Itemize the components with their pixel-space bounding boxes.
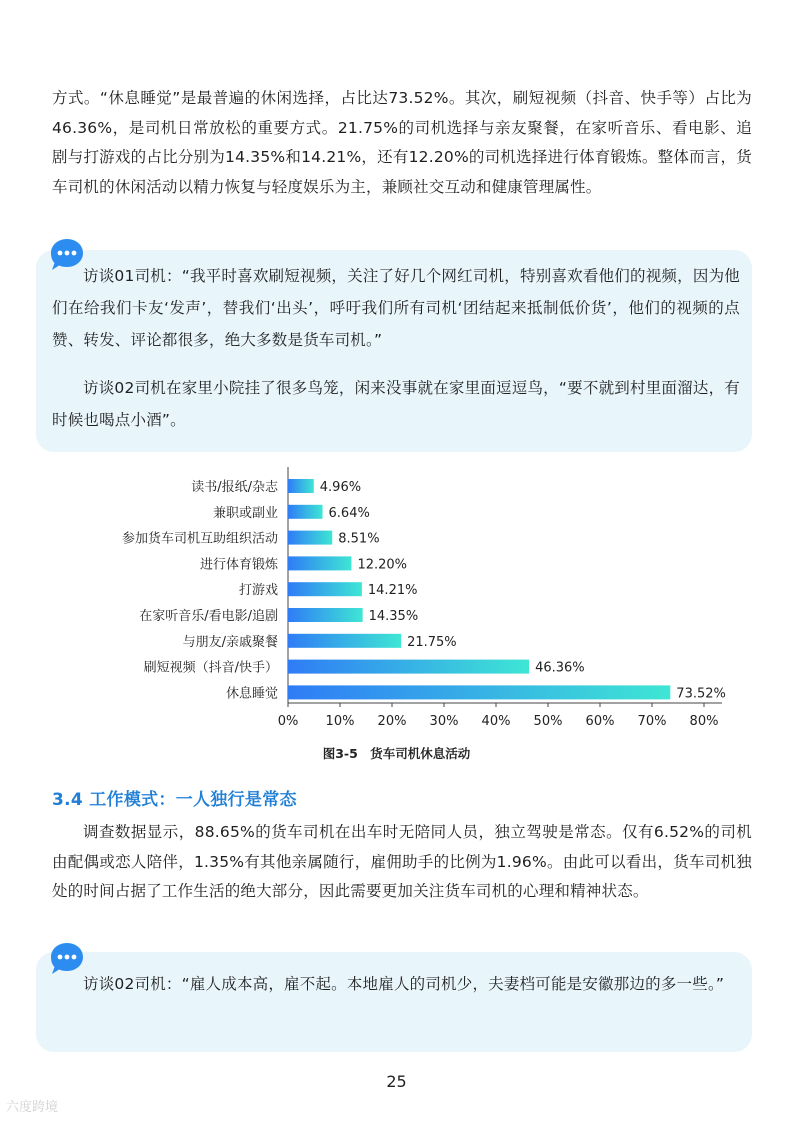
interview-quote-03: 访谈02司机：“雇人成本高，雇不起。本地雇人的司机少，夫妻档可能是安徽那边的多一些。” bbox=[83, 975, 725, 993]
chart-category-label: 与朋友/亲戚聚餐 bbox=[182, 634, 278, 650]
chart-value-label: 8.51% bbox=[338, 531, 380, 547]
x-tick-label: 70% bbox=[637, 714, 667, 729]
chart-bar bbox=[288, 582, 362, 596]
x-tick-label: 30% bbox=[429, 714, 459, 729]
chart-bar bbox=[288, 608, 363, 622]
chart-category-label: 兼职或副业 bbox=[212, 505, 278, 521]
interview-quote-02: 访谈02司机在家里小院挂了很多鸟笼，闲来没事就在家里面逗逗鸟，“要不就到村里面溜达，有时候也喝点小酒”。 bbox=[52, 379, 740, 429]
x-tick-label: 80% bbox=[689, 714, 719, 729]
leisure-activity-bar-chart bbox=[0, 455, 793, 740]
chart-value-label: 73.52% bbox=[676, 686, 726, 702]
interview-quote-box-1 bbox=[36, 250, 752, 452]
chart-bar bbox=[288, 479, 314, 493]
chart-bar bbox=[288, 505, 323, 519]
x-tick-label: 0% bbox=[277, 714, 299, 729]
x-tick-label: 50% bbox=[533, 714, 563, 729]
chart-bar bbox=[288, 556, 351, 570]
chart-value-label: 12.20% bbox=[357, 557, 408, 573]
chart-category-label: 休息睡觉 bbox=[225, 686, 278, 702]
watermark-logo bbox=[6, 1096, 58, 1115]
chart-value-label: 46.36% bbox=[535, 660, 585, 676]
watermark-text: 六度跨境 bbox=[6, 1100, 59, 1115]
figure-caption: 图3-5 货车司机休息活动 bbox=[322, 746, 471, 761]
chart-category-label: 在家听音乐/看电影/追剧 bbox=[139, 609, 278, 624]
chart-bar bbox=[288, 660, 529, 674]
chart-value-label: 4.96% bbox=[319, 480, 362, 495]
section-paragraph: 调查数据显示，88.65%的货车司机在出车时无陪同人员，独立驾驶是常态。仅有6.52%的司机由配偶或恋人陪伴，1.35%有其他亲属随行，雇佣助手的比例为1.96%。由此可以看出，货车司机独处的时间占据了工作生活的绝大部分，因此需要更加关注货车司机的心理和精神状态。 bbox=[52, 823, 752, 900]
chart-category-label: 进行体育锻炼 bbox=[199, 557, 278, 573]
chat-bubble-icon bbox=[48, 940, 86, 978]
chart-bar bbox=[288, 685, 670, 699]
chart-category-label: 读书/报纸/杂志 bbox=[191, 480, 278, 495]
chat-bubble-icon bbox=[48, 236, 86, 274]
x-tick-label: 10% bbox=[325, 714, 355, 729]
chart-value-label: 14.21% bbox=[367, 583, 418, 599]
chart-bar bbox=[288, 531, 332, 545]
chart-value-label: 21.75% bbox=[407, 634, 457, 650]
chart-category-label: 参加货车司机互助组织活动 bbox=[121, 531, 278, 547]
chart-value-label: 14.35% bbox=[368, 609, 419, 624]
interview-quote-box-2 bbox=[36, 952, 752, 1052]
section-title: 3.4 工作模式：一人独行是常态 bbox=[52, 790, 297, 810]
x-tick-label: 60% bbox=[585, 714, 615, 729]
x-tick-label: 20% bbox=[377, 714, 407, 729]
interview-quote-01: 访谈01司机：“我平时喜欢刷短视频，关注了好几个网红司机，特别喜欢看他们的视频，因为他们在给我们卡友‘发声’，替我们‘出头’，呼吁我们所有司机‘团结起来抵制低价货’，他们的视频的点赞、转发、评论都很多，绝大多数是货车司机。” bbox=[52, 267, 740, 349]
intro-paragraph: 方式。“休息睡觉”是最普遍的休闲选择，占比达73.52%。其次，刷短视频（抖音、快手等）占比为46.36%，是司机日常放松的重要方式。21.75%的司机选择与亲友聚餐，在家听音乐、看电影、追剧与打游戏的占比分别为14.35%和14.21%，还有12.20%的司机选择进行体育锻炼。整体而言，货车司机的休闲活动以精力恢复与轻度娱乐为主，兼顾社交互动和健康管理属性。 bbox=[52, 89, 752, 196]
x-tick-label: 40% bbox=[481, 714, 511, 729]
page-number: 25 bbox=[386, 1072, 407, 1091]
chart-value-label: 6.64% bbox=[328, 505, 370, 521]
chart-category-label: 打游戏 bbox=[238, 583, 278, 599]
chart-category-label: 刷短视频（抖音/快手） bbox=[143, 660, 278, 676]
chart-bar bbox=[288, 634, 401, 648]
